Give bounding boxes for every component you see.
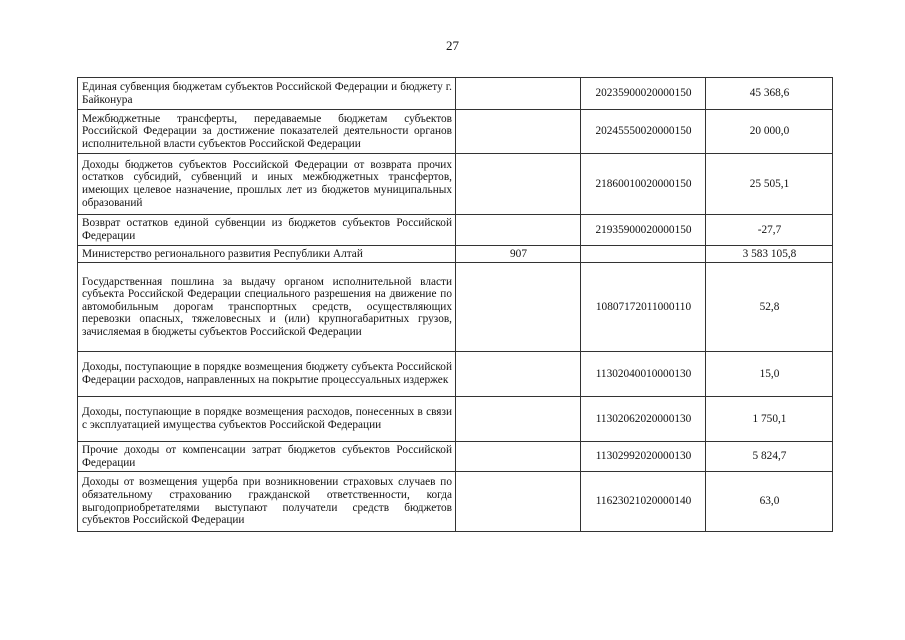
revenue-name-cell: Межбюджетные трансферты, передаваемые бюджетам субъектов Российской Федерации за достижение показателей деятельности органов исполнительной власти субъектов Российской Федерации (78, 110, 456, 154)
table-row (78, 215, 833, 246)
administrator-code-cell (456, 472, 581, 532)
budget-classification-code-cell: 11302062020000130 (581, 397, 706, 442)
table-row (78, 397, 833, 442)
administrator-code-cell: 907 (456, 246, 581, 263)
amount-cell: 52,8 (706, 263, 833, 352)
budget-classification-code-cell: 11623021020000140 (581, 472, 706, 532)
amount-cell: 20 000,0 (706, 110, 833, 154)
budget-classification-code-cell: 11302040010000130 (581, 352, 706, 397)
amount-cell: 1 750,1 (706, 397, 833, 442)
administrator-code-cell (456, 397, 581, 442)
budget-classification-code-cell: 21860010020000150 (581, 154, 706, 215)
table-row (78, 442, 833, 472)
table-row (78, 246, 833, 263)
page-number: 27 (446, 38, 459, 53)
administrator-code-cell (456, 442, 581, 472)
amount-cell: 3 583 105,8 (706, 246, 833, 263)
table-row (78, 154, 833, 215)
amount-cell: 25 505,1 (706, 154, 833, 215)
revenue-name-cell: Министерство регионального развития Республики Алтай (78, 246, 456, 263)
table-row (78, 110, 833, 154)
administrator-code-cell (456, 154, 581, 215)
amount-cell: 45 368,6 (706, 78, 833, 110)
revenue-name-cell: Доходы, поступающие в порядке возмещения бюджету субъекта Российской Федерации расходов, направленных на покрытие процессуальных издержек (78, 352, 456, 397)
table-row (78, 352, 833, 397)
administrator-code-cell (456, 352, 581, 397)
revenue-name-cell: Доходы, поступающие в порядке возмещения расходов, понесенных в связи с эксплуатацией имущества субъектов Российской Федерации (78, 397, 456, 442)
budget-classification-code-cell (581, 246, 706, 263)
table-row (78, 472, 833, 532)
administrator-code-cell (456, 78, 581, 110)
budget-classification-code-cell: 20245550020000150 (581, 110, 706, 154)
table-row (78, 78, 833, 110)
amount-cell: 63,0 (706, 472, 833, 532)
administrator-code-cell (456, 263, 581, 352)
revenue-name-cell: Единая субвенция бюджетам субъектов Российской Федерации и бюджету г. Байконура (78, 78, 456, 110)
budget-classification-code-cell: 10807172011000110 (581, 263, 706, 352)
revenue-name-cell: Доходы бюджетов субъектов Российской Федерации от возврата прочих остатков субсидий, субвенций и иных межбюджетных трансфертов, имеющих целевое назначение, прошлых лет из бюджетов муниципальных образований (78, 154, 456, 215)
budget-classification-code-cell: 21935900020000150 (581, 215, 706, 246)
amount-cell: 15,0 (706, 352, 833, 397)
revenue-name-cell: Возврат остатков единой субвенции из бюджетов субъектов Российской Федерации (78, 215, 456, 246)
budget-revenue-table (77, 77, 833, 532)
revenue-name-cell: Доходы от возмещения ущерба при возникновении страховых случаев по обязательному страхованию гражданской ответственности, когда выгодоприобретателями выступают получатели средств бюджетов субъектов Российской Федерации (78, 472, 456, 532)
administrator-code-cell (456, 110, 581, 154)
revenue-name-cell: Государственная пошлина за выдачу органом исполнительной власти субъекта Российской Федерации специального разрешения на движение по автомобильным дорогам транспортных средств, осуществляющих перевозки опасных, тяжеловесных и (или) крупногабаритных грузов, зачисляемая в бюджеты субъектов Российской Федерации (78, 263, 456, 352)
amount-cell: -27,7 (706, 215, 833, 246)
revenue-name-cell: Прочие доходы от компенсации затрат бюджетов субъектов Российской Федерации (78, 442, 456, 472)
budget-classification-code-cell: 20235900020000150 (581, 78, 706, 110)
budget-classification-code-cell: 11302992020000130 (581, 442, 706, 472)
amount-cell: 5 824,7 (706, 442, 833, 472)
table-row (78, 263, 833, 352)
administrator-code-cell (456, 215, 581, 246)
